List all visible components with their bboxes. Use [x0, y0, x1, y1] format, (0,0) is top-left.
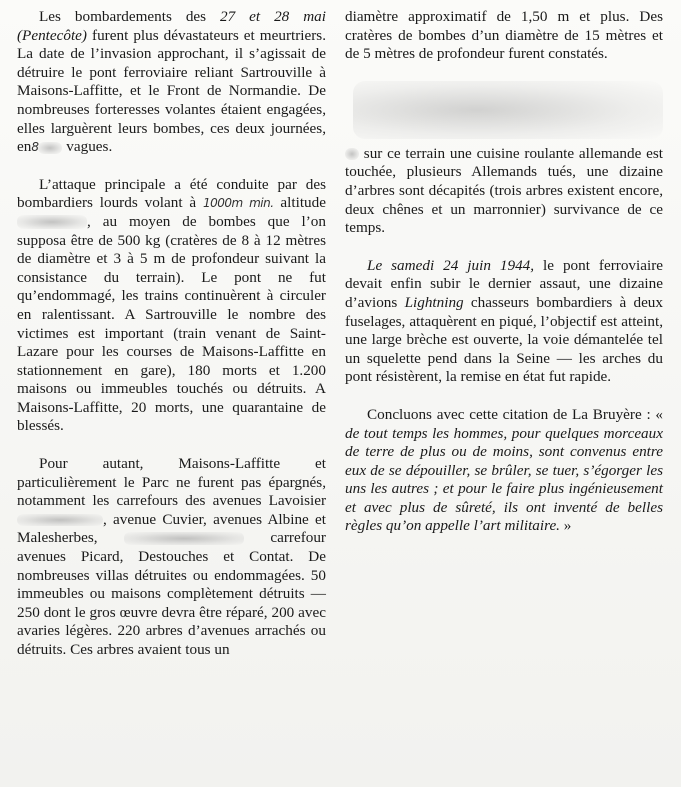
redaction-smudge [17, 514, 103, 526]
text: Les bombardements des [39, 8, 221, 25]
paragraph-attaque [17, 176, 326, 436]
redaction-smudge [38, 142, 62, 154]
right-column [345, 8, 663, 555]
text: vagues. [62, 138, 113, 156]
text: altitude [273, 194, 326, 212]
text: carrefour avenues Picard, Destouches et Contat. De nombreuses villas détruites ou endommagées. 50 immeubles ou maisons complètement détruits — 250 dont le gros œuvre devra être réparé, 200 avec avaries légères. 220 arbres d’avenues arrachés ou détruits. Ces arbres avaient tous un [17, 529, 326, 658]
pentecote: (Pentecôte) [17, 26, 87, 44]
text: diamètre approximatif de 1,50 m et plus. Des cratères de bombes d’un diamètre de 15 mètres et de 5 mètres de profondeur furent constatés. [345, 8, 663, 63]
handwritten-annotation: 8 [31, 140, 39, 155]
redaction-smudge [17, 215, 87, 229]
paragraph-bombardements [17, 8, 326, 157]
handwritten-annotation: 1000m min. [203, 196, 274, 211]
left-column [17, 8, 326, 679]
text: furent plus dévastateurs et meurtriers. La date de l’invasion approchant, il s’agissait de détruire le pont ferroviaire reliant Sartrouville à Maisons-Laffitte, et le Front de Normandie. De nombreuses forteresses volantes étaient engagées, elles larguèrent leurs bombes, ces deux journées, en [17, 26, 326, 156]
paragraph-cuisine [345, 145, 663, 238]
text: L’attaque principale a été conduite par des bombardiers lourds volant à [17, 175, 326, 212]
redaction-smudge [345, 148, 359, 160]
text: chasseurs bombardiers à deux fuselages, attaquèrent en piqué, l’objectif est atteint, une large brèche est ouverte, la voie démantelée tel un squelette pend dans la Seine — les arches du pont résistèrent, la remise en état fut rapide. [345, 293, 663, 386]
text: , au moyen de bombes que l’on supposa être de 500 kg (cratères de 8 à 12 mètres de diamètre et 3 à 5 m de profondeur suivant la consistance du terrain). Le pont ne fut qu’endommagé, les trains continuèrent à circuler en ralentissant. A Sartrouville le nombre des victimes est important (train venant de Saint-Lazare pour les courses de Maisons-Laffitte en stationnement en gare), 180 morts et 1.200 maisons ou immeubles touchés ou détruits. A Maisons-Laffitte, 20 morts, une quarantaine de blessés. [17, 212, 326, 435]
paragraph-citation [345, 406, 663, 536]
lightning: Lightning [404, 293, 464, 311]
text: Concluons avec cette citation de La Bruyère : « [367, 405, 663, 423]
text: Pour autant, Maisons-Laffitte et particulièrement le Parc ne furent pas épargnés, notamment les carrefours des avenues Lavoisier [17, 455, 326, 510]
redaction-smudge [124, 532, 244, 545]
paragraph-diametre [345, 8, 663, 64]
text: le pont ferroviaire devait enfin subir le dernier assaut, une dizaine d’avions [345, 256, 663, 311]
date-june: Le samedi 24 juin 1944, [367, 256, 535, 274]
text: » [559, 517, 572, 535]
redacted-block [353, 81, 663, 139]
paragraph-parc [17, 455, 326, 660]
text: sur ce terrain une cuisine roulante allemande est touchée, plusieurs Allemands tués, une dizaine d’arbres sont décapités (trois arbres existent encore, deux chênes et un marronnier) survivance de ce temps. [345, 144, 664, 237]
paragraph-24-juin [345, 257, 663, 387]
date-may: 27 et 28 mai [220, 8, 326, 25]
la-bruyere-quote: de tout temps les hommes, pour quelques morceaux de terre de plus ou de moins, sont convenus entre eux de se dépouiller, se brûler, se tuer, s’égorger les uns les autres ; et pour le faire plus ingénieusement et avec plus de sûreté, ils ont inventé de belles règles qu’on appelle l’art militaire. [345, 424, 663, 535]
text: , avenue Cuvier, avenues Albine et Malesherbes, [17, 510, 326, 547]
